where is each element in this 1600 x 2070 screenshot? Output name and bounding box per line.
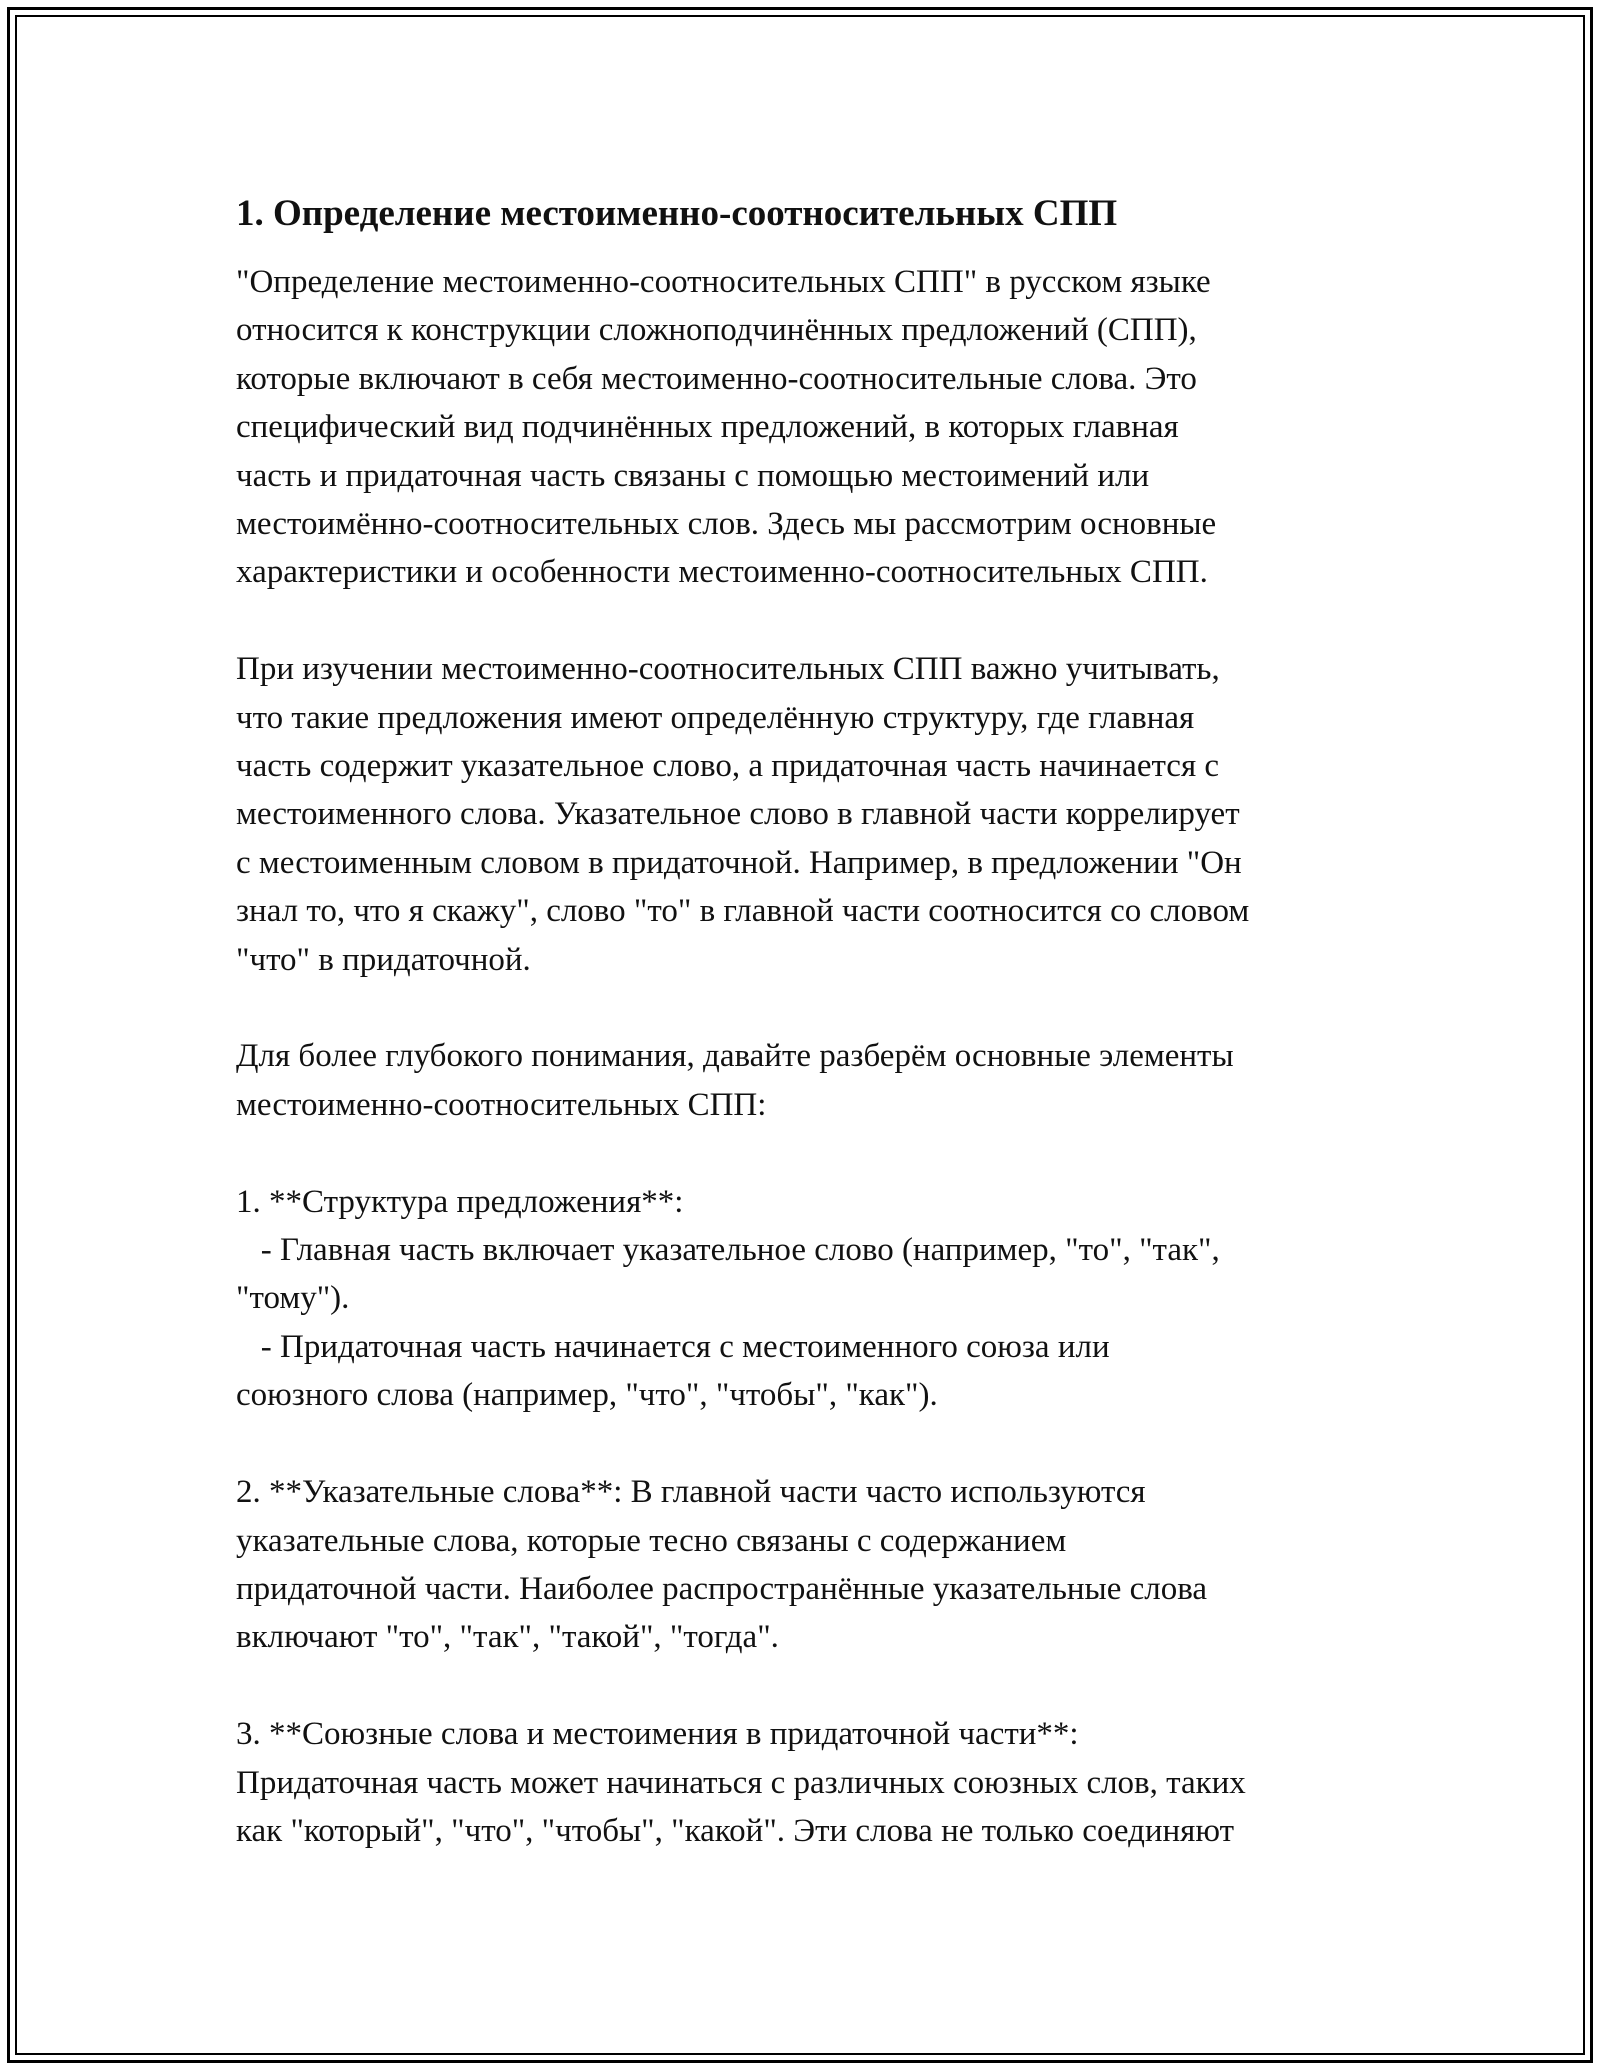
text-line: что такие предложения имеют определённую структуру, где главная	[236, 699, 1195, 736]
text-line: которые включают в себя местоименно-соотносительные слова. Это	[236, 360, 1197, 397]
text-line: 3. **Союзные слова и местоимения в придаточной части**:	[236, 1716, 1079, 1753]
text-line: часть и придаточная часть связаны с помощью местоимений или	[236, 457, 1150, 494]
text-line: знал то, что я скажу", слово "то" в главной части соотносится со словом	[236, 893, 1250, 930]
text-line: При изучении местоименно-соотносительных СПП важно учитывать,	[236, 651, 1220, 688]
text-line: указательные слова, которые тесно связаны с содержанием	[236, 1522, 1067, 1559]
text-line: Для более глубокого понимания, давайте разберём основные элементы	[236, 1038, 1234, 1075]
document-body	[236, 190, 1376, 1855]
text-line: 2. **Указательные слова**: В главной части часто используются	[236, 1474, 1146, 1511]
text-line: "Определение местоименно-соотносительных СПП" в русском языке	[236, 264, 1211, 300]
text-line: включают "то", "так", "такой", "тогда".	[236, 1619, 779, 1656]
text-line: с местоименным словом в придаточной. Например, в предложении "Он	[236, 844, 1242, 881]
text-line: Придаточная часть может начинаться с различных союзных слов, таких	[236, 1764, 1246, 1801]
text-line: "тому").	[236, 1280, 350, 1317]
paragraph-study	[236, 645, 1376, 984]
list-item-demonstratives	[236, 1468, 1376, 1662]
text-line: - Главная часть включает указательное слово (например, "то", "так",	[236, 1232, 1220, 1269]
list-item-conjunctive-words	[236, 1710, 1376, 1855]
text-line: "что" в придаточной.	[236, 941, 531, 978]
text-line: местоименно-соотносительных СПП:	[236, 1086, 767, 1123]
text-line: местоименного слова. Указательное слово в главной части коррелирует	[236, 796, 1240, 833]
text-line: относится к конструкции сложноподчинённых предложений (СПП),	[236, 312, 1197, 349]
text-line: придаточной части. Наиболее распространённые указательные слова	[236, 1570, 1208, 1607]
text-line: характеристики и особенности местоименно-соотносительных СПП.	[236, 554, 1208, 591]
text-line: часть содержит указательное слово, а придаточная часть начинается с	[236, 748, 1220, 785]
text-line: 1. **Структура предложения**:	[236, 1183, 684, 1220]
list-item-structure	[236, 1178, 1376, 1420]
text-line: специфический вид подчинённых предложений, в которых главная	[236, 409, 1179, 446]
paragraph-intro-list	[236, 1032, 1376, 1129]
text-line: местоимённо-соотносительных слов. Здесь мы рассмотрим основные	[236, 506, 1217, 543]
paragraph-definition	[236, 258, 1376, 597]
section-heading: 1. Определение местоименно-соотносительных СПП	[236, 193, 1118, 234]
text-line: как "который", "что", "чтобы", "какой". Эти слова не только соединяют	[236, 1812, 1234, 1849]
text-line: - Придаточная часть начинается с местоименного союза или	[236, 1328, 1110, 1365]
text-line: союзного слова (например, "что", "чтобы", "как").	[236, 1377, 938, 1414]
